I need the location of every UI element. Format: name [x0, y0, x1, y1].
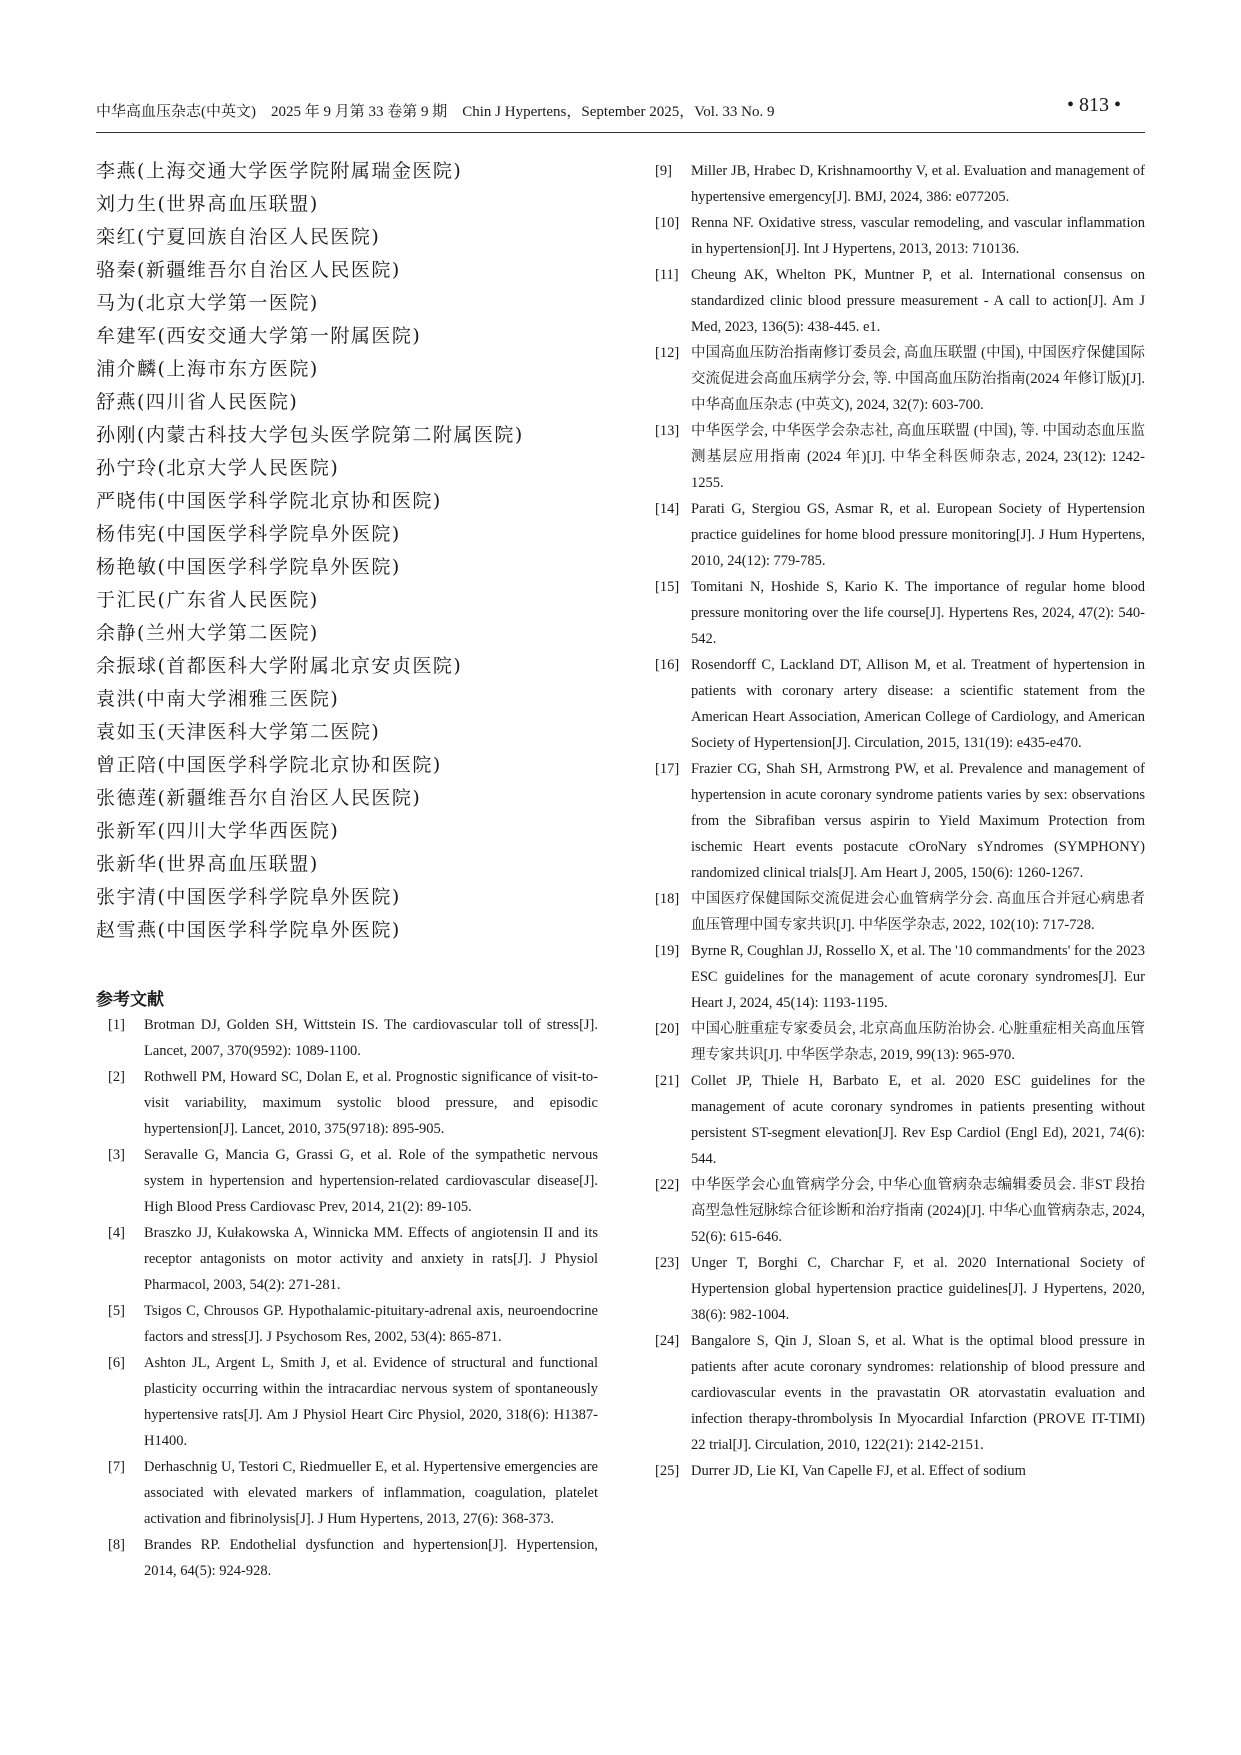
reference-text: Frazier CG, Shah SH, Armstrong PW, et al. Prevalence and management of hypertension in acute coronary syndrome patients varies by sex: observations from the Sibrafiban versus aspirin to Yield Maximum Protection from ischemic Heart events postacute cOroNary sYndromes (SYMPHONY) randomized clinical trials[J]. Am Heart J, 2005, 150(6): 1260-1267. [691, 761, 1145, 881]
references-left-column [96, 1012, 598, 1584]
author-item: 浦介麟(上海市东方医院) [96, 358, 319, 380]
reference-number: [22] [655, 1177, 680, 1193]
reference-item [643, 340, 1145, 418]
reference-number: [15] [655, 579, 680, 595]
reference-text: Renna NF. Oxidative stress, vascular remodeling, and vascular inflammation in hypertension[J]. Int J Hypertens, 2013, 2013: 710136. [691, 215, 1145, 257]
reference-number: [2] [108, 1069, 125, 1085]
reference-item [643, 574, 1145, 652]
author-item: 于汇民(广东省人民医院) [96, 589, 319, 611]
reference-text: Unger T, Borghi C, Charchar F, et al. 2020 International Society of Hypertension global hypertension practice guidelines[J]. J Hypertens, 2020, 38(6): 982-1004. [691, 1255, 1145, 1323]
reference-item [643, 1068, 1145, 1172]
reference-number: [9] [655, 163, 672, 179]
reference-item [96, 1298, 598, 1350]
reference-number: [8] [108, 1537, 125, 1553]
reference-number: [24] [655, 1333, 680, 1349]
reference-text: Cheung AK, Whelton PK, Muntner P, et al. International consensus on standardized clinic blood pressure measurement - A call to action[J]. Am J Med, 2023, 136(5): 438-445. e1. [691, 267, 1145, 335]
author-item: 牟建军(西安交通大学第一附属医院) [96, 325, 422, 347]
reference-item [643, 1458, 1145, 1484]
author-item: 袁洪(中南大学湘雅三医院) [96, 688, 340, 710]
reference-item [96, 1532, 598, 1584]
reference-number: [4] [108, 1225, 125, 1241]
reference-item [643, 1250, 1145, 1328]
author-item: 刘力生(世界高血压联盟) [96, 193, 319, 215]
reference-item [643, 496, 1145, 574]
reference-item [643, 1016, 1145, 1068]
reference-number: [11] [655, 267, 679, 283]
author-item: 张德莲(新疆维吾尔自治区人民医院) [96, 787, 422, 809]
reference-text: 中国医疗保健国际交流促进会心血管病学分会. 高血压合并冠心病患者血压管理中国专家共识[J]. 中华医学杂志, 2022, 102(10): 717-728. [691, 891, 1145, 933]
reference-item [643, 158, 1145, 210]
page-number: • 813 • [1066, 94, 1121, 116]
reference-number: [17] [655, 761, 680, 777]
reference-text: Bangalore S, Qin J, Sloan S, et al. What is the optimal blood pressure in patients after acute coronary syndromes: relationship of blood pressure and cardiovascular events in the pravastatin OR atorvastatin evaluation and infection therapy-thrombolysis In Myocardial Infarction (PROVE IT-TIMI) 22 trial[J]. Circulation, 2010, 122(21): 2142-2151. [691, 1333, 1145, 1453]
reference-item [643, 886, 1145, 938]
references-right-column [643, 158, 1145, 1484]
author-item: 孙宁玲(北京大学人民医院) [96, 457, 340, 479]
reference-text: Seravalle G, Mancia G, Grassi G, et al. Role of the sympathetic nervous system in hypertension and hypertension-related cardiovascular disease[J]. High Blood Press Cardiovasc Prev, 2014, 21(2): 89-105. [144, 1147, 598, 1215]
reference-text: Parati G, Stergiou GS, Asmar R, et al. European Society of Hypertension practice guidelines for home blood pressure monitoring[J]. J Hum Hypertens, 2010, 24(12): 779-785. [691, 501, 1145, 569]
author-item: 张新华(世界高血压联盟) [96, 853, 319, 875]
author-list [96, 155, 636, 947]
reference-number: [7] [108, 1459, 125, 1475]
reference-text: Ashton JL, Argent L, Smith J, et al. Evidence of structural and functional plasticity occurring within the intracardiac nervous system of spontaneously hypertensive rats[J]. Am J Physiol Heart Circ Physiol, 2020, 318(6): H1387-H1400. [144, 1355, 598, 1449]
references-heading: 参考文献 [96, 990, 164, 1010]
reference-text: Brandes RP. Endothelial dysfunction and hypertension[J]. Hypertension, 2014, 64(5): 924-928. [144, 1537, 598, 1579]
reference-text: Durrer JD, Lie KI, Van Capelle FJ, et al. Effect of sodium [691, 1463, 1026, 1479]
reference-number: [12] [655, 345, 680, 361]
journal-info: 中华高血压杂志(中英文) 2025 年 9 月第 33 卷第 9 期 Chin J Hypertens，September 2025，Vol. 33 No. 9 [96, 104, 775, 120]
reference-item [96, 1454, 598, 1532]
reference-number: [3] [108, 1147, 125, 1163]
reference-item [96, 1220, 598, 1298]
reference-text: Collet JP, Thiele H, Barbato E, et al. 2020 ESC guidelines for the management of acute coronary syndromes in patients presenting without persistent ST-segment elevation[J]. Rev Esp Cardiol (Engl Ed), 2021, 74(6): 544. [691, 1073, 1145, 1167]
author-item: 赵雪燕(中国医学科学院阜外医院) [96, 919, 401, 941]
reference-text: 中华医学会, 中华医学会杂志社, 高血压联盟 (中国), 等. 中国动态血压监测基层应用指南 (2024 年)[J]. 中华全科医师杂志, 2024, 23(12): 1242-1255. [691, 423, 1145, 491]
author-item: 李燕(上海交通大学医学院附属瑞金医院) [96, 160, 463, 182]
reference-number: [14] [655, 501, 680, 517]
reference-number: [16] [655, 657, 680, 673]
running-header [96, 94, 1145, 133]
reference-text: Braszko JJ, Kułakowska A, Winnicka MM. Effects of angiotensin II and its receptor antagonists on motor activity and anxiety in rats[J]. J Physiol Pharmacol, 2003, 54(2): 271-281. [144, 1225, 598, 1293]
reference-number: [5] [108, 1303, 125, 1319]
reference-item [643, 756, 1145, 886]
author-item: 曾正陪(中国医学科学院北京协和医院) [96, 754, 442, 776]
reference-item [643, 938, 1145, 1016]
reference-item [643, 262, 1145, 340]
author-item: 马为(北京大学第一医院) [96, 292, 319, 314]
reference-item [643, 652, 1145, 756]
author-item: 杨伟宪(中国医学科学院阜外医院) [96, 523, 401, 545]
reference-text: Miller JB, Hrabec D, Krishnamoorthy V, et al. Evaluation and management of hypertensive emergency[J]. BMJ, 2024, 386: e077205. [691, 163, 1145, 205]
reference-number: [25] [655, 1463, 680, 1479]
author-item: 孙刚(内蒙古科技大学包头医学院第二附属医院) [96, 424, 524, 446]
reference-item [96, 1064, 598, 1142]
author-item: 舒燕(四川省人民医院) [96, 391, 299, 413]
reference-number: [1] [108, 1017, 125, 1033]
reference-number: [18] [655, 891, 680, 907]
reference-item [96, 1142, 598, 1220]
reference-item [643, 418, 1145, 496]
author-item: 张新军(四川大学华西医院) [96, 820, 340, 842]
reference-text: Tsigos C, Chrousos GP. Hypothalamic-pituitary-adrenal axis, neuroendocrine factors and stress[J]. J Psychosom Res, 2002, 53(4): 865-871. [144, 1303, 598, 1345]
reference-text: Brotman DJ, Golden SH, Wittstein IS. The cardiovascular toll of stress[J]. Lancet, 2007, 370(9592): 1089-1100. [144, 1017, 598, 1059]
reference-number: [6] [108, 1355, 125, 1371]
reference-text: Derhaschnig U, Testori C, Riedmueller E, et al. Hypertensive emergencies are associated with elevated markers of inflammation, coagulation, platelet activation and fibrinolysis[J]. J Hum Hypertens, 2013, 27(6): 368-373. [144, 1459, 598, 1527]
reference-text: Tomitani N, Hoshide S, Kario K. The importance of regular home blood pressure monitoring over the life course[J]. Hypertens Res, 2024, 47(2): 540-542. [691, 579, 1145, 647]
author-item: 张宇清(中国医学科学院阜外医院) [96, 886, 401, 908]
author-item: 栾红(宁夏回族自治区人民医院) [96, 226, 381, 248]
reference-item [643, 1328, 1145, 1458]
reference-text: 中华医学会心血管病学分会, 中华心血管病杂志编辑委员会. 非ST 段抬高型急性冠脉综合征诊断和治疗指南 (2024)[J]. 中华心血管病杂志, 2024, 52(6): 615-646. [691, 1177, 1145, 1245]
reference-text: Byrne R, Coughlan JJ, Rossello X, et al. The '10 commandments' for the 2023 ESC guidelines for the management of acute coronary syndromes[J]. Eur Heart J, 2024, 45(14): 1193-1195. [691, 943, 1145, 1011]
reference-text: 中国高血压防治指南修订委员会, 高血压联盟 (中国), 中国医疗保健国际交流促进会高血压病学分会, 等. 中国高血压防治指南(2024 年修订版)[J]. 中华高血压杂志 (中英文), 2024, 32(7): 603-700. [691, 345, 1145, 413]
reference-number: [13] [655, 423, 680, 439]
author-item: 严晓伟(中国医学科学院北京协和医院) [96, 490, 442, 512]
author-item: 余静(兰州大学第二医院) [96, 622, 319, 644]
author-item: 杨艳敏(中国医学科学院阜外医院) [96, 556, 401, 578]
reference-item [96, 1350, 598, 1454]
reference-number: [23] [655, 1255, 680, 1271]
reference-text: Rothwell PM, Howard SC, Dolan E, et al. Prognostic significance of visit-to-visit variability, maximum systolic blood pressure, and episodic hypertension[J]. Lancet, 2010, 375(9718): 895-905. [144, 1069, 598, 1137]
reference-number: [10] [655, 215, 680, 231]
reference-text: 中国心脏重症专家委员会, 北京高血压防治协会. 心脏重症相关高血压管理专家共识[J]. 中华医学杂志, 2019, 99(13): 965-970. [691, 1021, 1145, 1063]
reference-item [96, 1012, 598, 1064]
reference-number: [19] [655, 943, 680, 959]
reference-number: [20] [655, 1021, 680, 1037]
reference-item [643, 1172, 1145, 1250]
reference-item [643, 210, 1145, 262]
author-item: 余振球(首都医科大学附属北京安贞医院) [96, 655, 463, 677]
author-item: 袁如玉(天津医科大学第二医院) [96, 721, 381, 743]
reference-number: [21] [655, 1073, 680, 1089]
author-item: 骆秦(新疆维吾尔自治区人民医院) [96, 259, 401, 281]
reference-text: Rosendorff C, Lackland DT, Allison M, et al. Treatment of hypertension in patients with coronary artery disease: a scientific statement from the American Heart Association, American College of Cardiology, and American Society of Hypertension[J]. Circulation, 2015, 131(19): e435-e470. [691, 657, 1145, 751]
